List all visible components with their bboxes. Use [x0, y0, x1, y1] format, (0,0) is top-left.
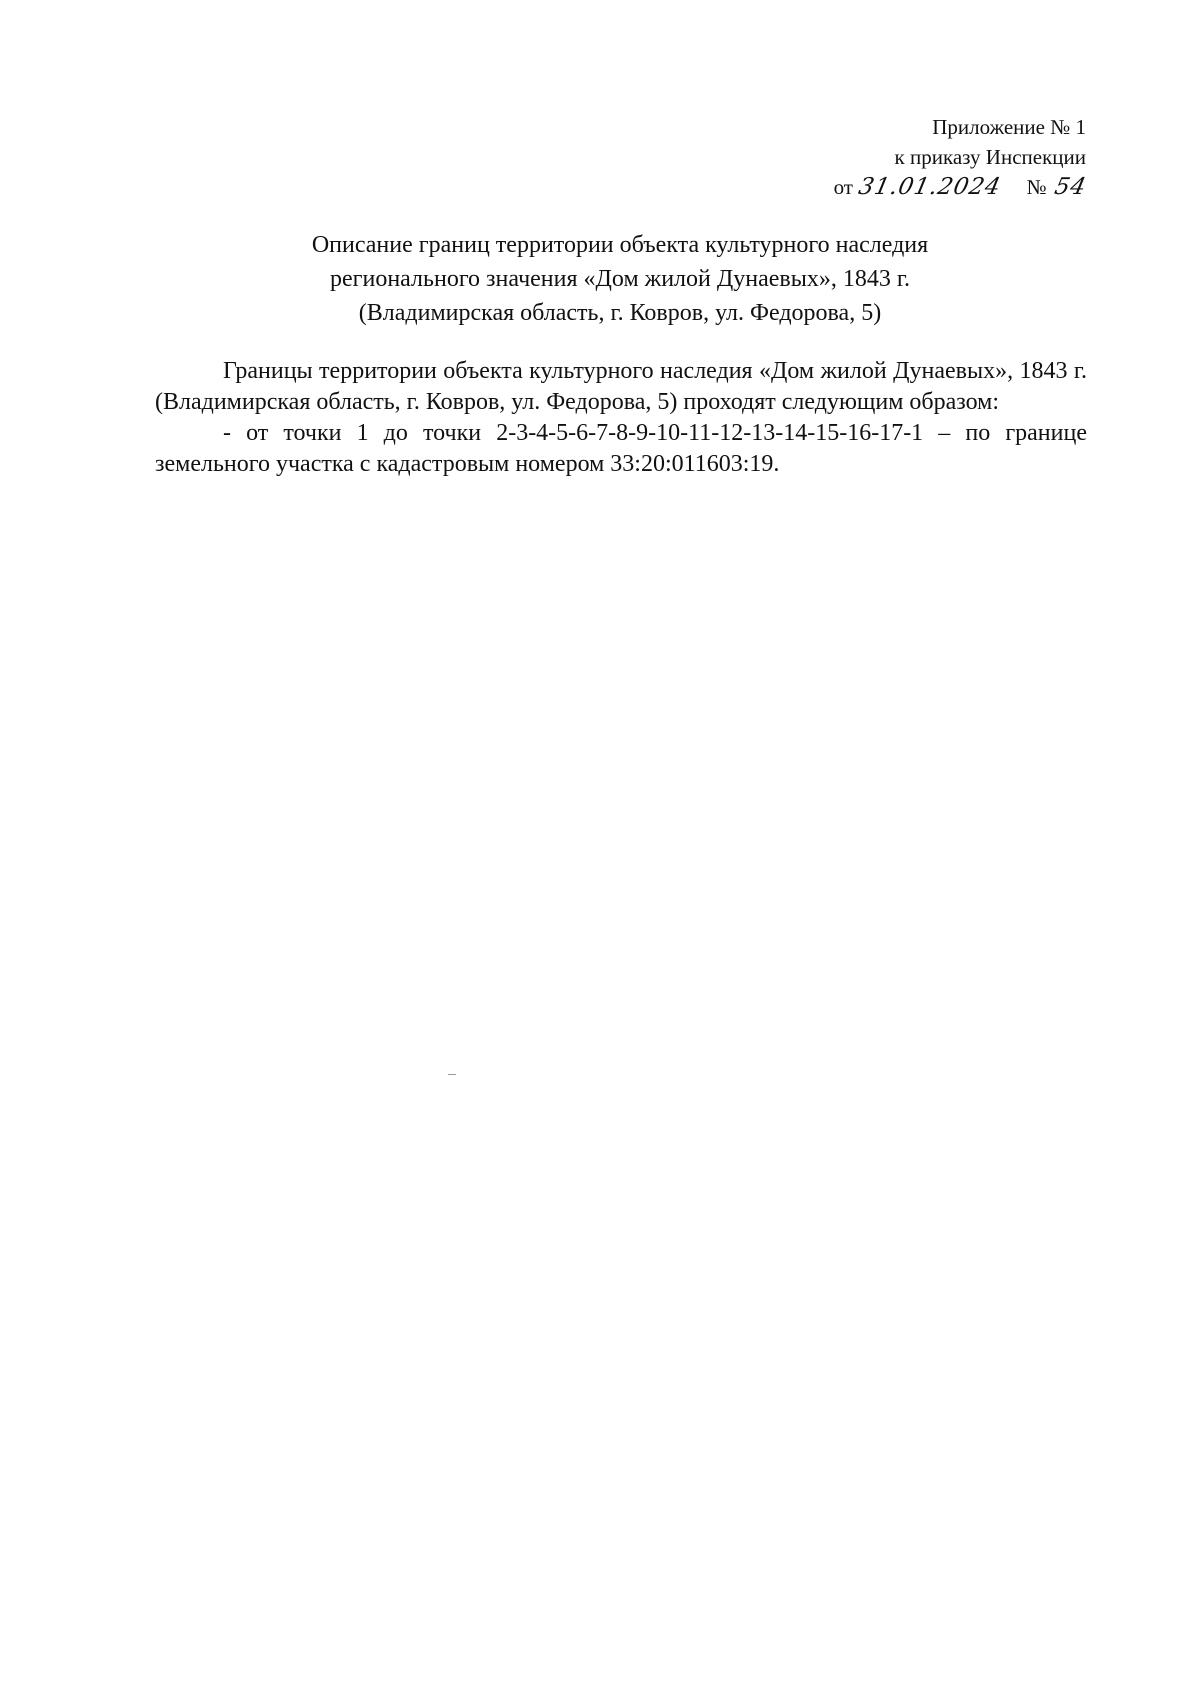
- appendix-line: Приложение № 1: [932, 115, 1086, 139]
- order-reference-line: к приказу Инспекции: [894, 145, 1086, 169]
- order-date-number-line: [833, 172, 1089, 202]
- date-prefix: от: [833, 175, 853, 199]
- handwritten-number: 54: [1051, 174, 1089, 200]
- boundary-points-paragraph: - от точки 1 до точки 2-3-4-5-6-7-8-9-10-11-12-13-14-15-16-17-1 – по границе земельного участка с кадастровым номером 33:20:011603:19.: [155, 420, 1087, 477]
- boundary-intro-paragraph: Границы территории объекта культурного наследия «Дом жилой Дунаевых», 1843 г. (Владимирская область, г. Ковров, ул. Федорова, 5) проходят следующим образом:: [155, 358, 1087, 415]
- title-line-3: (Владимирская область, г. Ковров, ул. Федорова, 5): [358, 300, 882, 326]
- title-line-1: Описание границ территории объекта культурного наследия: [311, 232, 929, 258]
- handwritten-date: 31.01.2024: [856, 174, 1004, 200]
- scan-artifact-mark: [448, 1074, 456, 1075]
- document-title: [160, 228, 1080, 330]
- appendix-block: [833, 112, 1089, 202]
- document-body: [155, 356, 1087, 480]
- title-line-2: регионального значения «Дом жилой Дунаевых», 1843 г.: [330, 266, 910, 292]
- number-label: №: [1026, 175, 1047, 199]
